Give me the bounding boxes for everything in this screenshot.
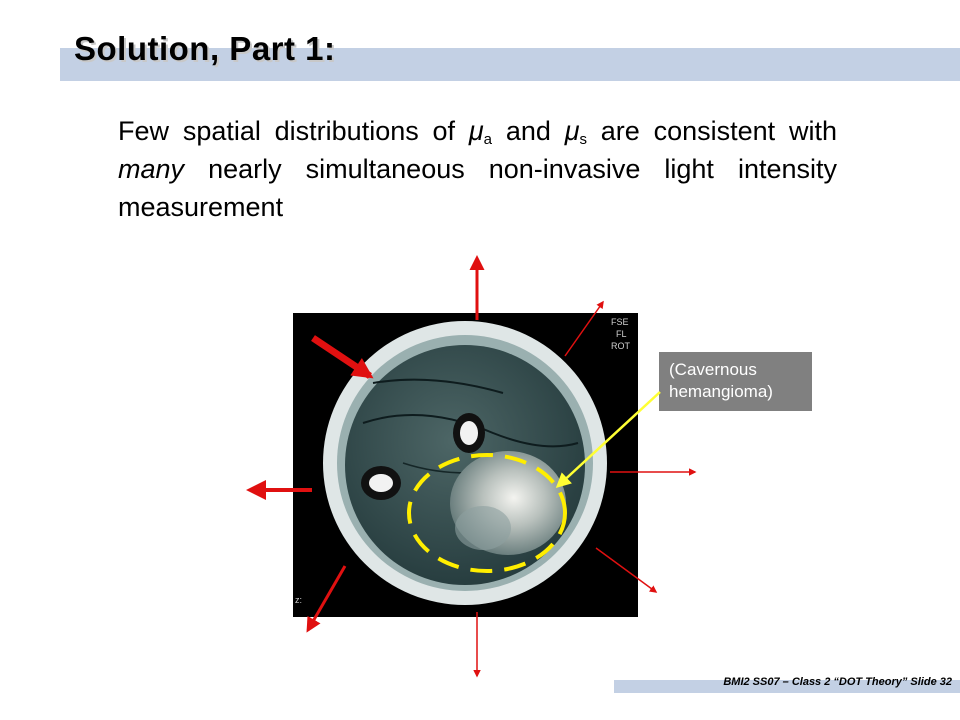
- incident-light-arrow: [313, 338, 370, 376]
- callout-line: (Cavernous: [669, 360, 757, 379]
- slide-footer: BMI2 SS07 – Class 2 “DOT Theory” Slide 32: [723, 676, 952, 688]
- subscript-a: a: [483, 131, 493, 148]
- subscript-s: s: [579, 131, 587, 148]
- body-text-part: nearly simultaneous non-invasive light intensity measurement: [118, 154, 837, 222]
- body-text-part: are consistent with: [586, 116, 838, 146]
- body-text-part: and: [492, 116, 565, 146]
- slide-title: Solution, Part 1:: [74, 30, 336, 67]
- mu-symbol: μ: [468, 116, 484, 146]
- mri-corner-label: ROT: [611, 341, 630, 351]
- light-arrow: [565, 302, 603, 356]
- light-arrow: [596, 548, 656, 592]
- emphasis-many: many: [118, 154, 185, 184]
- mri-edge-label: z:: [295, 595, 303, 605]
- mri-corner-label: FL: [616, 329, 627, 339]
- body-text-part: Few spatial distributions of: [118, 116, 469, 146]
- dashed-lesion-ellipse: [409, 455, 565, 571]
- light-arrow: [308, 566, 345, 630]
- callout-line: hemangioma): [669, 382, 773, 401]
- mri-corner-label: FSE: [611, 317, 629, 327]
- mu-symbol: μ: [564, 116, 580, 146]
